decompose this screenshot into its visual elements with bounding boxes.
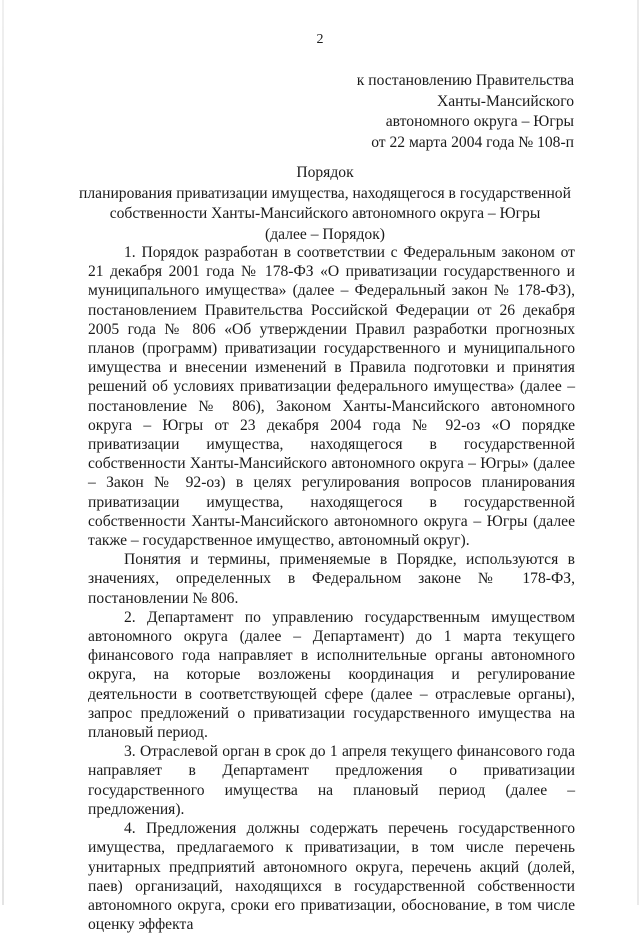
title-line: (далее – Порядок) — [265, 225, 385, 243]
approval-reference — [357, 71, 574, 153]
paragraph-3: 3. Отраслевой орган в срок до 1 апреля текущего финансового года направляет в Департамент предложения о приватизации государственного имущества на плановый период (далее – предложения). — [88, 743, 575, 818]
approval-line: от 22 марта 2004 года № 108-п — [371, 133, 574, 151]
paragraph-1: 1. Порядок разработан в соответствии с Федеральным законом от 21 декабря 2001 года № 178-ФЗ «О приватизации государственного и муниципального имущества» (далее – Федеральный закон № 178-ФЗ), постановлением Правительства Российской Федерации от 26 декабря 2005 года № 806 «Об утверждении Правил разработки прогнозных планов (программ) приватизации государственного и муниципального имущества и внесении изменений в Правила подготовки и принятия решений об условиях приватизации федерального имущества» (далее – постановление № 806), Законом Ханты-Мансийского автономного округа – Югры от 23 декабря 2004 года № 92-оз «О порядке приватизации имущества, находящегося в государственной собственности Ханты-Мансийского автономного округа – Югры» (далее – Закон № 92-оз) в целях регулирования вопросов планирования приватизации имущества, находящегося в государственной собственности Ханты-Мансийского автономного округа – Югры (далее также – государственное имущество, автономный округ). — [88, 244, 575, 550]
approval-line: автономного округа – Югры — [385, 113, 574, 130]
document-body — [88, 243, 575, 934]
paragraph-terms: Понятия и термины, применяемые в Порядке, используются в значениях, определенных в Федеральном законе № 178-ФЗ, постановлении № 806. — [88, 551, 575, 607]
page-number: 2 — [316, 32, 324, 47]
title-line: планирования приватизации имущества, находящегося в государственной — [79, 184, 571, 202]
scan-edge-left — [2, 0, 4, 905]
approval-line: к постановлению Правительства — [356, 72, 574, 89]
approval-line: Ханты-Мансийского — [436, 92, 574, 110]
title-line: собственности Ханты-Мансийского автономного округа – Югры — [109, 205, 541, 222]
paragraph-4: 4. Предложения должны содержать перечень государственного имущества, предлагаемого к приватизации, в том числе перечень унитарных предприятий автономного округа, перечень акций (долей, паев) организаций, находящихся в государственной собственности автономного округа, сроки его приватизации, обоснование, в том числе оценку эффекта — [88, 820, 575, 934]
paragraph-2: 2. Департамент по управлению государственным имуществом автономного округа (далее – Департамент) до 1 марта текущего финансового года направляет в исполнительные органы автономного округа, на которые возложены координация и регулирование деятельности в соответствующей сфере (далее – отраслевые органы), запрос предложений о приватизации государственного имущества на плановый период. — [88, 608, 575, 742]
title-heading: Порядок — [296, 164, 354, 181]
document-title — [60, 163, 590, 245]
scan-edge-right — [637, 0, 639, 905]
